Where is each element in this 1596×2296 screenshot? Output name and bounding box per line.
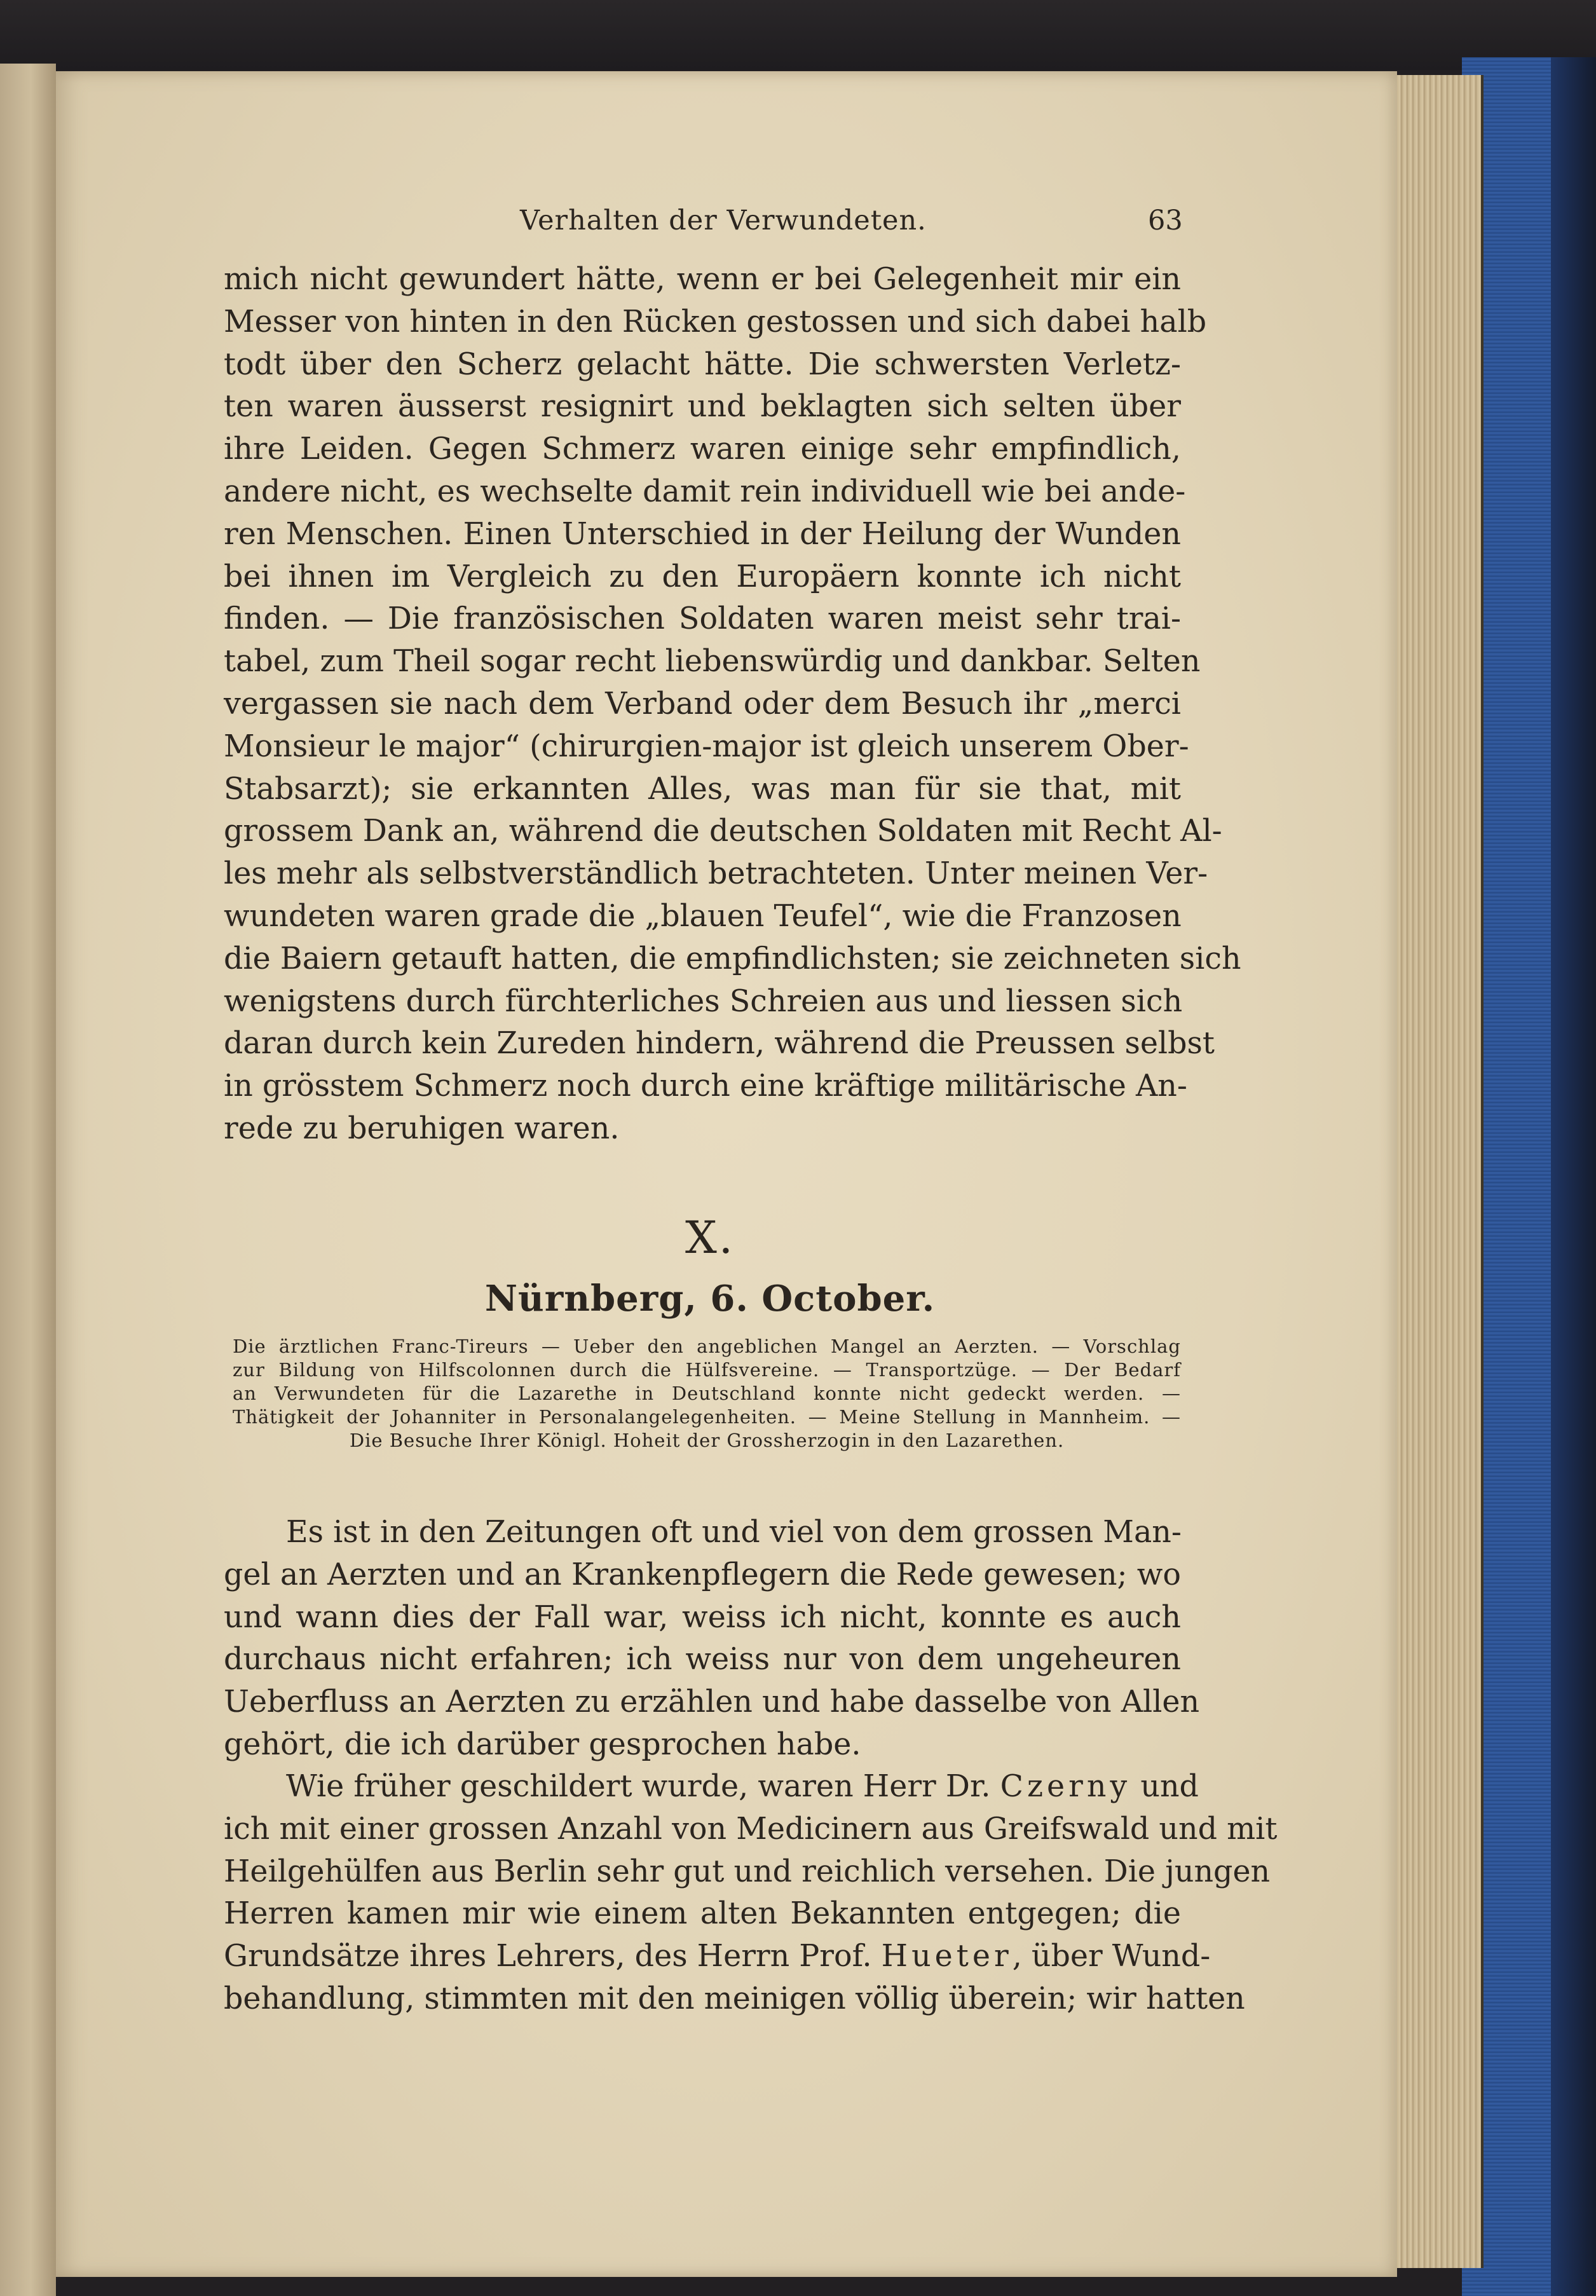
text-line: Ueberfluss an Aerzten zu erzählen und habe dasselbe von Allen <box>224 1684 1200 1720</box>
text-line: wundeten waren grade die „blauen Teufel“, wie die Franzosen <box>224 898 1182 934</box>
running-title: Verhalten der Verwundeten. <box>520 205 927 236</box>
text-line: daran durch kein Zureden hindern, während die Preussen selbst <box>224 1026 1215 1062</box>
text-line: andere nicht, es wechselte damit rein individuell wie bei ande- <box>224 474 1186 509</box>
text-line: Monsieur le major“ (chirurgien-major ist gleich unserem Ober- <box>224 728 1189 764</box>
scan-background <box>0 0 1596 70</box>
paragraph-verhalten <box>224 259 1241 1151</box>
summary-line: zur Bildung von Hilfscolonnen durch die Hülfsvereine. — Transportzüge. — Der Bedarf <box>233 1359 1181 1381</box>
text-fragment: und <box>1131 1769 1199 1804</box>
text-line: Messer von hinten in den Rücken gestossen und sich dabei halb <box>224 304 1207 339</box>
page-stack-edge <box>1392 75 1483 2268</box>
text-fragment: Grundsätze ihres Lehrers, des Herrn Prof. <box>224 1939 882 1974</box>
text-fragment: , über Wund- <box>1012 1939 1211 1974</box>
person-name-czerny: Czerny <box>1000 1769 1131 1804</box>
summary-line: an Verwundeten für die Lazarethe in Deutschland konnte nicht gedeckt werden. — <box>233 1383 1181 1404</box>
paragraph-greifswald <box>224 1766 1278 2021</box>
text-line: Stabsarzt); sie erkannten Alles, was man für sie that, mit <box>224 771 1181 807</box>
text-line: durchaus nicht erfahren; ich weiss nur von dem ungeheuren <box>224 1642 1181 1678</box>
text-line <box>224 1766 1199 1808</box>
text-line: und wann dies der Fall war, weiss ich nicht, konnte es auch <box>224 1599 1181 1635</box>
text-line: mich nicht gewundert hätte, wenn er bei Gelegenheit mir ein <box>224 262 1181 297</box>
text-line: Es ist in den Zeitungen oft und viel von dem grossen Man- <box>286 1515 1182 1550</box>
text-line: ren Menschen. Einen Unterschied in der Heilung der Wunden <box>224 516 1181 552</box>
text-line: finden. — Die französischen Soldaten waren meist sehr trai- <box>224 601 1181 637</box>
page-number: 63 <box>1148 205 1183 236</box>
person-name-hueter: Hueter <box>881 1939 1013 1974</box>
chapter-number: X. <box>685 1212 735 1264</box>
summary-line: Die Besuche Ihrer Königl. Hoheit der Grossherzogin in den Lazarethen. <box>349 1430 1065 1451</box>
text-fragment: Wie früher geschildert wurde, waren Herr Dr. <box>286 1769 1000 1804</box>
text-line: Heilgehülfen aus Berlin sehr gut und reichlich versehen. Die jungen <box>224 1854 1271 1889</box>
text-line: bei ihnen im Vergleich zu den Europäern konnte ich nicht <box>224 559 1181 594</box>
text-line: tabel, zum Theil sogar recht liebenswürdig und dankbar. Selten <box>224 644 1201 680</box>
chapter-title: Nürnberg, 6. October. <box>484 1278 936 1320</box>
left-page-edge <box>0 64 56 2296</box>
text-line: les mehr als selbstverständlich betrachteten. Unter meinen Ver- <box>224 856 1208 892</box>
text-line: ihre Leiden. Gegen Schmerz waren einige sehr empfindlich, <box>224 432 1181 467</box>
text-line: gehört, die ich darüber gesprochen habe. <box>224 1726 861 1762</box>
summary-line: Thätigkeit der Johanniter in Personalangelegenheiten. — Meine Stellung in Mannheim. — <box>233 1406 1181 1428</box>
chapter-summary <box>233 1335 1181 1452</box>
text-line: ich mit einer grossen Anzahl von Medicinern aus Greifswald und mit <box>224 1811 1278 1847</box>
text-line: grossem Dank an, während die deutschen Soldaten mit Recht Al- <box>224 814 1222 849</box>
text-line: die Baiern getauft hatten, die empfindlichsten; sie zeichneten sich <box>224 941 1241 976</box>
text-line: ten waren äusserst resignirt und beklagten sich selten über <box>224 389 1181 425</box>
text-line <box>224 1936 1211 1978</box>
text-line: vergassen sie nach dem Verband oder dem Besuch ihr „merci <box>224 686 1181 721</box>
summary-line: Die ärztlichen Franc-Tireurs — Ueber den angeblichen Mangel an Aerzten. — Vorschlag <box>233 1336 1181 1357</box>
text-line: wenigstens durch fürchterliches Schreien aus und liessen sich <box>224 983 1183 1019</box>
book-cover-shadow <box>1551 57 1596 2296</box>
text-line: Herren kamen mir wie einem alten Bekannten entgegen; die <box>224 1896 1181 1932</box>
text-line: behandlung, stimmten mit den meinigen völlig überein; wir hatten <box>224 1981 1245 2016</box>
paragraph-aerzte <box>224 1512 1200 1766</box>
text-line: gel an Aerzten und an Krankenpflegern die Rede gewesen; wo <box>224 1557 1181 1592</box>
text-line: in grösstem Schmerz noch durch eine kräftige militärische An- <box>224 1069 1187 1104</box>
text-line: todt über den Scherz gelacht hätte. Die schwersten Verletz- <box>224 346 1181 382</box>
text-line: rede zu beruhigen waren. <box>224 1110 620 1146</box>
